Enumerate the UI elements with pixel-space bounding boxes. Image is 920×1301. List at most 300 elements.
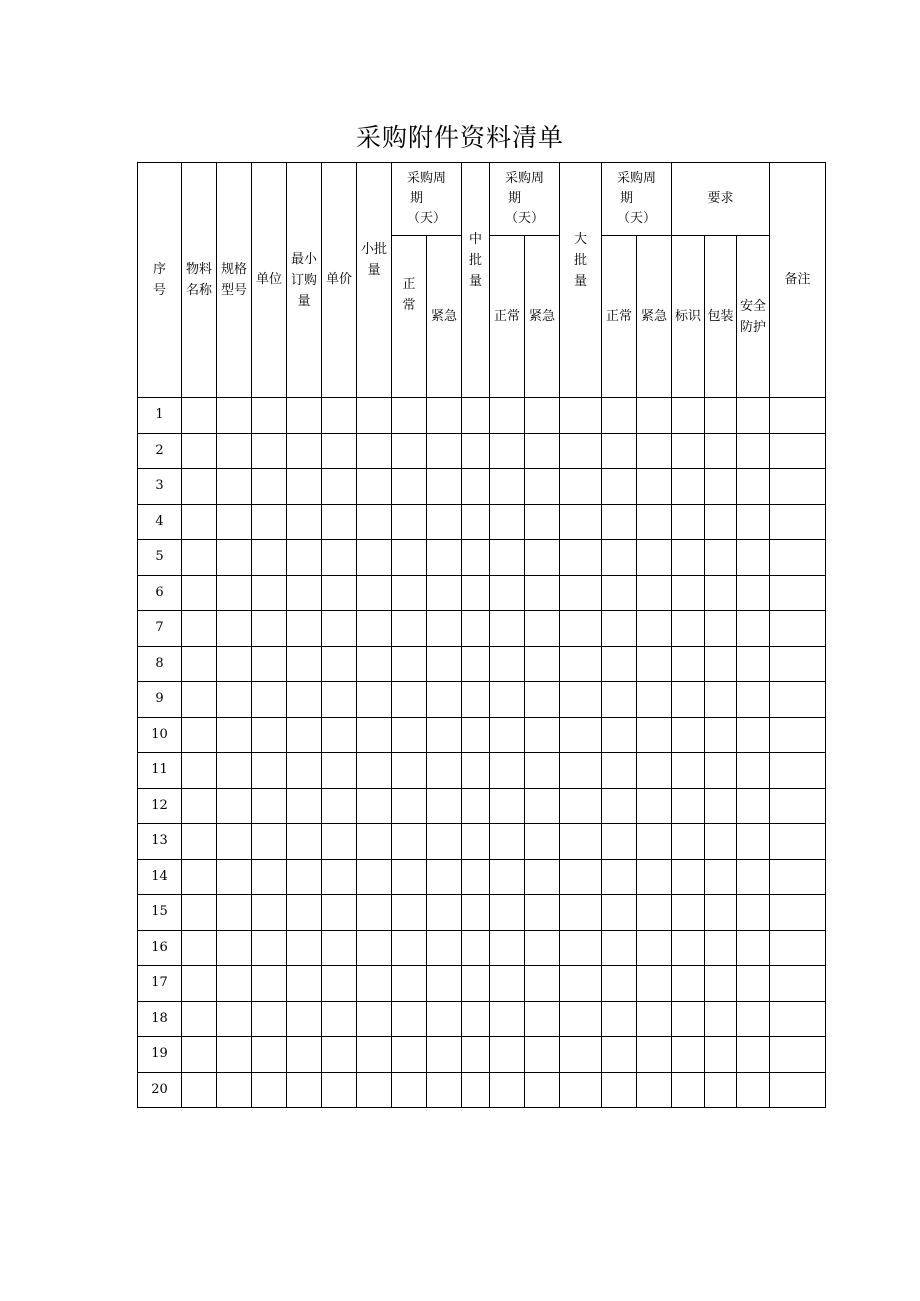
table-cell[interactable] (182, 753, 217, 789)
table-cell[interactable] (427, 398, 462, 434)
table-cell[interactable] (637, 433, 672, 469)
table-cell[interactable] (637, 398, 672, 434)
table-cell[interactable] (672, 504, 705, 540)
table-cell[interactable] (737, 398, 770, 434)
table-cell[interactable] (525, 824, 560, 860)
table-cell[interactable] (637, 859, 672, 895)
table-cell[interactable] (672, 1001, 705, 1037)
table-cell[interactable] (462, 646, 490, 682)
table-cell[interactable] (490, 753, 525, 789)
table-cell[interactable] (462, 433, 490, 469)
table-cell[interactable] (637, 824, 672, 860)
table-cell[interactable] (217, 575, 252, 611)
table-cell[interactable] (602, 575, 637, 611)
table-cell[interactable] (427, 1037, 462, 1073)
table-cell[interactable] (357, 575, 392, 611)
table-cell[interactable] (427, 575, 462, 611)
table-cell[interactable] (525, 895, 560, 931)
table-cell[interactable] (462, 824, 490, 860)
table-cell[interactable] (705, 504, 737, 540)
table-cell[interactable] (252, 788, 287, 824)
table-cell[interactable] (287, 966, 322, 1002)
table-cell[interactable] (392, 575, 427, 611)
table-cell[interactable] (770, 717, 826, 753)
table-cell[interactable] (672, 717, 705, 753)
table-cell[interactable] (737, 788, 770, 824)
table-cell[interactable] (770, 1001, 826, 1037)
table-cell[interactable] (705, 540, 737, 576)
table-cell[interactable] (217, 717, 252, 753)
table-cell[interactable] (672, 1037, 705, 1073)
table-cell[interactable] (462, 859, 490, 895)
table-cell[interactable] (602, 611, 637, 647)
table-cell[interactable] (462, 540, 490, 576)
table-cell[interactable] (322, 504, 357, 540)
table-cell[interactable] (770, 966, 826, 1002)
table-cell[interactable] (637, 540, 672, 576)
table-cell[interactable] (462, 611, 490, 647)
table-cell[interactable] (322, 575, 357, 611)
table-cell[interactable] (182, 895, 217, 931)
table-cell[interactable] (182, 930, 217, 966)
table-cell[interactable] (560, 753, 602, 789)
table-cell[interactable] (217, 1001, 252, 1037)
table-cell[interactable] (287, 433, 322, 469)
table-cell[interactable] (770, 1037, 826, 1073)
table-cell[interactable] (637, 611, 672, 647)
table-cell[interactable] (637, 930, 672, 966)
table-cell[interactable] (525, 788, 560, 824)
table-cell[interactable] (322, 433, 357, 469)
table-cell[interactable] (525, 469, 560, 505)
table-cell[interactable] (672, 469, 705, 505)
table-cell[interactable] (287, 469, 322, 505)
table-cell[interactable] (182, 611, 217, 647)
table-cell[interactable] (252, 1072, 287, 1108)
table-cell[interactable] (427, 540, 462, 576)
table-cell[interactable] (322, 859, 357, 895)
table-cell[interactable] (462, 575, 490, 611)
table-cell[interactable] (217, 1072, 252, 1108)
table-cell[interactable] (525, 433, 560, 469)
table-cell[interactable] (392, 469, 427, 505)
table-cell[interactable] (252, 859, 287, 895)
table-cell[interactable] (462, 469, 490, 505)
table-cell[interactable] (392, 611, 427, 647)
table-cell[interactable] (770, 895, 826, 931)
table-cell[interactable] (602, 753, 637, 789)
table-cell[interactable] (737, 966, 770, 1002)
table-cell[interactable] (427, 469, 462, 505)
table-cell[interactable] (357, 824, 392, 860)
table-cell[interactable] (490, 859, 525, 895)
table-cell[interactable] (252, 398, 287, 434)
table-cell[interactable] (637, 682, 672, 718)
table-cell[interactable] (525, 504, 560, 540)
table-cell[interactable] (392, 966, 427, 1002)
table-cell[interactable] (560, 504, 602, 540)
table-cell[interactable] (392, 717, 427, 753)
table-cell[interactable] (560, 433, 602, 469)
table-cell[interactable] (672, 575, 705, 611)
table-cell[interactable] (770, 859, 826, 895)
table-cell[interactable] (560, 469, 602, 505)
table-cell[interactable] (602, 930, 637, 966)
table-cell[interactable] (217, 824, 252, 860)
table-cell[interactable] (705, 1037, 737, 1073)
table-cell[interactable] (672, 433, 705, 469)
table-cell[interactable] (602, 1001, 637, 1037)
table-cell[interactable] (182, 1072, 217, 1108)
table-cell[interactable] (357, 1037, 392, 1073)
table-cell[interactable] (602, 895, 637, 931)
table-cell[interactable] (490, 433, 525, 469)
table-cell[interactable] (602, 824, 637, 860)
table-cell[interactable] (705, 433, 737, 469)
table-cell[interactable] (770, 433, 826, 469)
table-cell[interactable] (252, 682, 287, 718)
table-cell[interactable] (427, 859, 462, 895)
table-cell[interactable] (490, 717, 525, 753)
table-cell[interactable] (770, 504, 826, 540)
table-cell[interactable] (737, 930, 770, 966)
table-cell[interactable] (287, 575, 322, 611)
table-cell[interactable] (672, 966, 705, 1002)
table-cell[interactable] (287, 895, 322, 931)
table-cell[interactable] (602, 966, 637, 1002)
table-cell[interactable] (252, 966, 287, 1002)
table-cell[interactable] (525, 859, 560, 895)
table-cell[interactable] (637, 753, 672, 789)
table-cell[interactable] (182, 1001, 217, 1037)
table-cell[interactable] (252, 895, 287, 931)
table-cell[interactable] (357, 611, 392, 647)
table-cell[interactable] (770, 469, 826, 505)
table-cell[interactable] (462, 682, 490, 718)
table-cell[interactable] (490, 895, 525, 931)
table-cell[interactable] (217, 859, 252, 895)
table-cell[interactable] (462, 717, 490, 753)
table-cell[interactable] (252, 540, 287, 576)
table-cell[interactable] (287, 930, 322, 966)
table-cell[interactable] (217, 611, 252, 647)
table-cell[interactable] (182, 504, 217, 540)
table-cell[interactable] (705, 753, 737, 789)
table-cell[interactable] (602, 469, 637, 505)
table-cell[interactable] (427, 1072, 462, 1108)
table-cell[interactable] (490, 575, 525, 611)
table-cell[interactable] (560, 717, 602, 753)
table-cell[interactable] (490, 504, 525, 540)
table-cell[interactable] (462, 895, 490, 931)
table-cell[interactable] (322, 611, 357, 647)
table-cell[interactable] (287, 753, 322, 789)
table-cell[interactable] (737, 469, 770, 505)
table-cell[interactable] (560, 611, 602, 647)
table-cell[interactable] (560, 575, 602, 611)
table-cell[interactable] (217, 504, 252, 540)
table-cell[interactable] (322, 717, 357, 753)
table-cell[interactable] (560, 398, 602, 434)
table-cell[interactable] (392, 895, 427, 931)
table-cell[interactable] (357, 1001, 392, 1037)
table-cell[interactable] (462, 930, 490, 966)
table-cell[interactable] (705, 1001, 737, 1037)
table-cell[interactable] (217, 930, 252, 966)
table-cell[interactable] (602, 682, 637, 718)
table-cell[interactable] (287, 682, 322, 718)
table-cell[interactable] (737, 1001, 770, 1037)
table-cell[interactable] (392, 540, 427, 576)
table-cell[interactable] (602, 1072, 637, 1108)
table-cell[interactable] (560, 540, 602, 576)
table-cell[interactable] (737, 1072, 770, 1108)
table-cell[interactable] (525, 398, 560, 434)
table-cell[interactable] (287, 646, 322, 682)
table-cell[interactable] (427, 717, 462, 753)
table-cell[interactable] (737, 575, 770, 611)
table-cell[interactable] (217, 966, 252, 1002)
table-cell[interactable] (427, 788, 462, 824)
table-cell[interactable] (462, 1001, 490, 1037)
table-cell[interactable] (737, 859, 770, 895)
table-cell[interactable] (525, 930, 560, 966)
table-cell[interactable] (462, 966, 490, 1002)
table-cell[interactable] (182, 859, 217, 895)
table-cell[interactable] (637, 1072, 672, 1108)
table-cell[interactable] (462, 504, 490, 540)
table-cell[interactable] (672, 895, 705, 931)
table-cell[interactable] (357, 788, 392, 824)
table-cell[interactable] (357, 753, 392, 789)
table-cell[interactable] (770, 682, 826, 718)
table-cell[interactable] (182, 824, 217, 860)
table-cell[interactable] (637, 717, 672, 753)
table-cell[interactable] (217, 469, 252, 505)
table-cell[interactable] (560, 1037, 602, 1073)
table-cell[interactable] (462, 398, 490, 434)
table-cell[interactable] (525, 646, 560, 682)
table-cell[interactable] (672, 1072, 705, 1108)
table-cell[interactable] (427, 646, 462, 682)
table-cell[interactable] (705, 611, 737, 647)
table-cell[interactable] (490, 824, 525, 860)
table-cell[interactable] (287, 1072, 322, 1108)
table-cell[interactable] (392, 859, 427, 895)
table-cell[interactable] (672, 682, 705, 718)
table-cell[interactable] (490, 788, 525, 824)
table-cell[interactable] (770, 824, 826, 860)
table-cell[interactable] (252, 1037, 287, 1073)
table-cell[interactable] (287, 611, 322, 647)
table-cell[interactable] (462, 1072, 490, 1108)
table-cell[interactable] (427, 504, 462, 540)
table-cell[interactable] (182, 540, 217, 576)
table-cell[interactable] (672, 540, 705, 576)
table-cell[interactable] (357, 717, 392, 753)
table-cell[interactable] (392, 824, 427, 860)
table-cell[interactable] (705, 682, 737, 718)
table-cell[interactable] (392, 1037, 427, 1073)
table-cell[interactable] (217, 753, 252, 789)
table-cell[interactable] (737, 824, 770, 860)
table-cell[interactable] (322, 895, 357, 931)
table-cell[interactable] (287, 824, 322, 860)
table-cell[interactable] (602, 717, 637, 753)
table-cell[interactable] (392, 682, 427, 718)
table-cell[interactable] (560, 966, 602, 1002)
table-cell[interactable] (427, 433, 462, 469)
table-cell[interactable] (525, 966, 560, 1002)
table-cell[interactable] (252, 469, 287, 505)
table-cell[interactable] (637, 646, 672, 682)
table-cell[interactable] (770, 1072, 826, 1108)
table-cell[interactable] (217, 682, 252, 718)
table-cell[interactable] (287, 1001, 322, 1037)
table-cell[interactable] (737, 682, 770, 718)
table-cell[interactable] (637, 788, 672, 824)
table-cell[interactable] (182, 646, 217, 682)
table-cell[interactable] (322, 824, 357, 860)
table-cell[interactable] (602, 859, 637, 895)
table-cell[interactable] (637, 966, 672, 1002)
table-cell[interactable] (705, 398, 737, 434)
table-cell[interactable] (322, 788, 357, 824)
table-cell[interactable] (357, 469, 392, 505)
table-cell[interactable] (357, 895, 392, 931)
table-cell[interactable] (672, 930, 705, 966)
table-cell[interactable] (217, 398, 252, 434)
table-cell[interactable] (490, 469, 525, 505)
table-cell[interactable] (392, 504, 427, 540)
table-cell[interactable] (705, 859, 737, 895)
table-cell[interactable] (322, 1001, 357, 1037)
table-cell[interactable] (770, 788, 826, 824)
table-cell[interactable] (357, 682, 392, 718)
table-cell[interactable] (490, 930, 525, 966)
table-cell[interactable] (252, 930, 287, 966)
table-cell[interactable] (560, 930, 602, 966)
table-cell[interactable] (525, 1037, 560, 1073)
table-cell[interactable] (392, 1001, 427, 1037)
table-cell[interactable] (560, 1072, 602, 1108)
table-cell[interactable] (490, 1037, 525, 1073)
table-cell[interactable] (525, 575, 560, 611)
table-cell[interactable] (427, 930, 462, 966)
table-cell[interactable] (322, 930, 357, 966)
table-cell[interactable] (392, 753, 427, 789)
table-cell[interactable] (602, 646, 637, 682)
table-cell[interactable] (490, 682, 525, 718)
table-cell[interactable] (672, 753, 705, 789)
table-cell[interactable] (602, 398, 637, 434)
table-cell[interactable] (252, 504, 287, 540)
table-cell[interactable] (770, 930, 826, 966)
table-cell[interactable] (357, 540, 392, 576)
table-cell[interactable] (182, 717, 217, 753)
table-cell[interactable] (357, 504, 392, 540)
table-cell[interactable] (705, 575, 737, 611)
table-cell[interactable] (217, 646, 252, 682)
table-cell[interactable] (770, 398, 826, 434)
table-cell[interactable] (705, 788, 737, 824)
table-cell[interactable] (357, 966, 392, 1002)
table-cell[interactable] (737, 646, 770, 682)
table-cell[interactable] (490, 611, 525, 647)
table-cell[interactable] (357, 646, 392, 682)
table-cell[interactable] (322, 646, 357, 682)
table-cell[interactable] (217, 895, 252, 931)
table-cell[interactable] (392, 433, 427, 469)
table-cell[interactable] (217, 540, 252, 576)
table-cell[interactable] (287, 717, 322, 753)
table-cell[interactable] (392, 398, 427, 434)
table-cell[interactable] (462, 1037, 490, 1073)
table-cell[interactable] (490, 1072, 525, 1108)
table-cell[interactable] (490, 540, 525, 576)
table-cell[interactable] (427, 824, 462, 860)
table-cell[interactable] (322, 682, 357, 718)
table-cell[interactable] (322, 469, 357, 505)
table-cell[interactable] (737, 753, 770, 789)
table-cell[interactable] (392, 646, 427, 682)
table-cell[interactable] (602, 788, 637, 824)
table-cell[interactable] (770, 575, 826, 611)
table-cell[interactable] (705, 895, 737, 931)
table-cell[interactable] (182, 966, 217, 1002)
table-cell[interactable] (560, 859, 602, 895)
table-cell[interactable] (252, 575, 287, 611)
table-cell[interactable] (217, 788, 252, 824)
table-cell[interactable] (560, 788, 602, 824)
table-cell[interactable] (462, 788, 490, 824)
table-cell[interactable] (737, 504, 770, 540)
table-cell[interactable] (252, 753, 287, 789)
table-cell[interactable] (737, 1037, 770, 1073)
table-cell[interactable] (182, 788, 217, 824)
table-cell[interactable] (525, 1001, 560, 1037)
table-cell[interactable] (490, 1001, 525, 1037)
table-cell[interactable] (737, 717, 770, 753)
table-cell[interactable] (560, 1001, 602, 1037)
table-cell[interactable] (560, 646, 602, 682)
table-cell[interactable] (490, 398, 525, 434)
table-cell[interactable] (525, 1072, 560, 1108)
table-cell[interactable] (322, 1037, 357, 1073)
table-cell[interactable] (637, 504, 672, 540)
table-cell[interactable] (357, 859, 392, 895)
table-cell[interactable] (462, 753, 490, 789)
table-cell[interactable] (427, 682, 462, 718)
table-cell[interactable] (705, 469, 737, 505)
table-cell[interactable] (182, 575, 217, 611)
table-cell[interactable] (287, 540, 322, 576)
table-cell[interactable] (322, 753, 357, 789)
table-cell[interactable] (560, 682, 602, 718)
table-cell[interactable] (737, 611, 770, 647)
table-cell[interactable] (252, 611, 287, 647)
table-cell[interactable] (602, 540, 637, 576)
table-cell[interactable] (705, 717, 737, 753)
table-cell[interactable] (770, 611, 826, 647)
table-cell[interactable] (252, 824, 287, 860)
table-cell[interactable] (357, 930, 392, 966)
table-cell[interactable] (252, 433, 287, 469)
table-cell[interactable] (287, 1037, 322, 1073)
table-cell[interactable] (770, 646, 826, 682)
table-cell[interactable] (182, 682, 217, 718)
table-cell[interactable] (322, 540, 357, 576)
